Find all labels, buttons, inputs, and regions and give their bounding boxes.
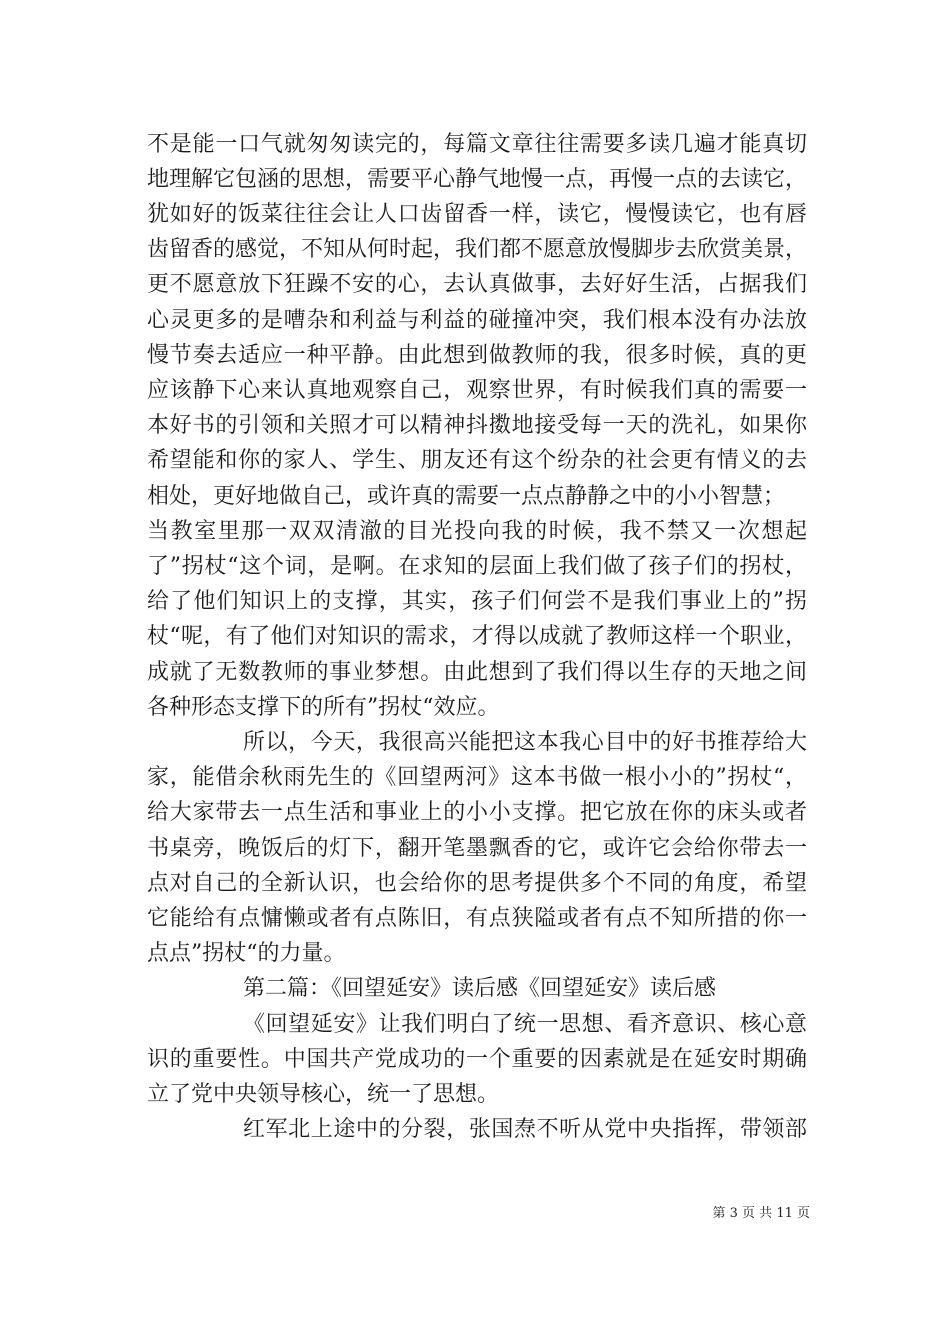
- section-heading: 第二篇：《回望延安》读后感《回望延安》读后感: [243, 976, 717, 1001]
- text-line: 慢节奏去适应一种平静。由此想到做教师的我，很多时候，真的更: [147, 343, 807, 368]
- text-line: 心灵更多的是嘈杂和利益与利益的碰撞冲突，我们根本没有办法放: [147, 308, 807, 333]
- text-line: 各种形态支撑下的所有”拐杖“效应。: [147, 695, 500, 720]
- text-line: 地理解它包涵的思想，需要平心静气地慢一点，再慢一点的去读它，: [147, 167, 808, 192]
- text-line: 相处，更好地做自己，或许真的需要一点点静静之中的小小智慧；: [147, 484, 786, 509]
- text-line: 它能给有点慵懒或者有点陈旧，有点狭隘或者有点不知所措的你一: [147, 906, 807, 931]
- text-line: 杖“呢，有了他们对知识的需求，才得以成就了教师这样一个职业，: [147, 624, 807, 649]
- text-line: 更不愿意放下狂躁不安的心，去认真做事，去好好生活，占据我们: [147, 272, 807, 297]
- text-line: 立了党中央领导核心，统一了思想。: [147, 1082, 500, 1107]
- text-line: 了”拐杖“这个词，是啊。在求知的层面上我们做了孩子们的拐杖，: [147, 554, 807, 579]
- text-line: 本好书的引领和关照才可以精神抖擞地接受每一天的洗礼，如果你: [147, 413, 807, 438]
- text-line: 所以，今天，我很高兴能把这本我心目中的好书推荐给大: [243, 730, 807, 755]
- text-line: 应该静下心来认真地观察自己，观察世界，有时候我们真的需要一: [147, 378, 807, 403]
- text-line: 点点”拐杖“的力量。: [147, 941, 346, 966]
- text-line: 犹如好的饭菜往往会让人口齿留香一样，读它，慢慢读它，也有唇: [147, 202, 807, 227]
- text-line: 希望能和你的家人、学生、朋友还有这个纷杂的社会更有情义的去: [147, 448, 807, 473]
- text-line: 点对自己的全新认识，也会给你的思考提供多个不同的角度，希望: [147, 871, 807, 896]
- text-line: 不是能一口气就匆匆读完的，每篇文章往往需要多读几遍才能真切: [147, 132, 807, 157]
- text-line: 红军北上途中的分裂，张国焘不听从党中央指挥，带领部: [243, 1117, 807, 1142]
- page-number-footer: 第 3 页 共 11 页: [712, 1206, 810, 1221]
- text-line: 书桌旁，晚饭后的灯下，翻开笔墨飘香的它，或许它会给你带去一: [147, 836, 807, 861]
- text-line: 当教室里那一双双清澈的目光投向我的时候，我不禁又一次想起: [147, 519, 807, 544]
- text-line: 家，能借余秋雨先生的《回望两河》这本书做一根小小的”拐杖“，: [147, 765, 807, 790]
- text-line: 齿留香的感觉，不知从何时起，我们都不愿意放慢脚步去欣赏美景，: [147, 237, 808, 262]
- text-line: 《回望延安》让我们明白了统一思想、看齐意识、核心意: [243, 1012, 807, 1037]
- text-line: 识的重要性。中国共产党成功的一个重要的因素就是在延安时期确: [147, 1047, 807, 1072]
- text-line: 给大家带去一点生活和事业上的小小支撑。把它放在你的床头或者: [147, 800, 807, 825]
- text-line: 成就了无数教师的事业梦想。由此想到了我们得以生存的天地之间: [147, 660, 807, 685]
- text-line: 给了他们知识上的支撑，其实，孩子们何尝不是我们事业上的”拐: [147, 589, 807, 614]
